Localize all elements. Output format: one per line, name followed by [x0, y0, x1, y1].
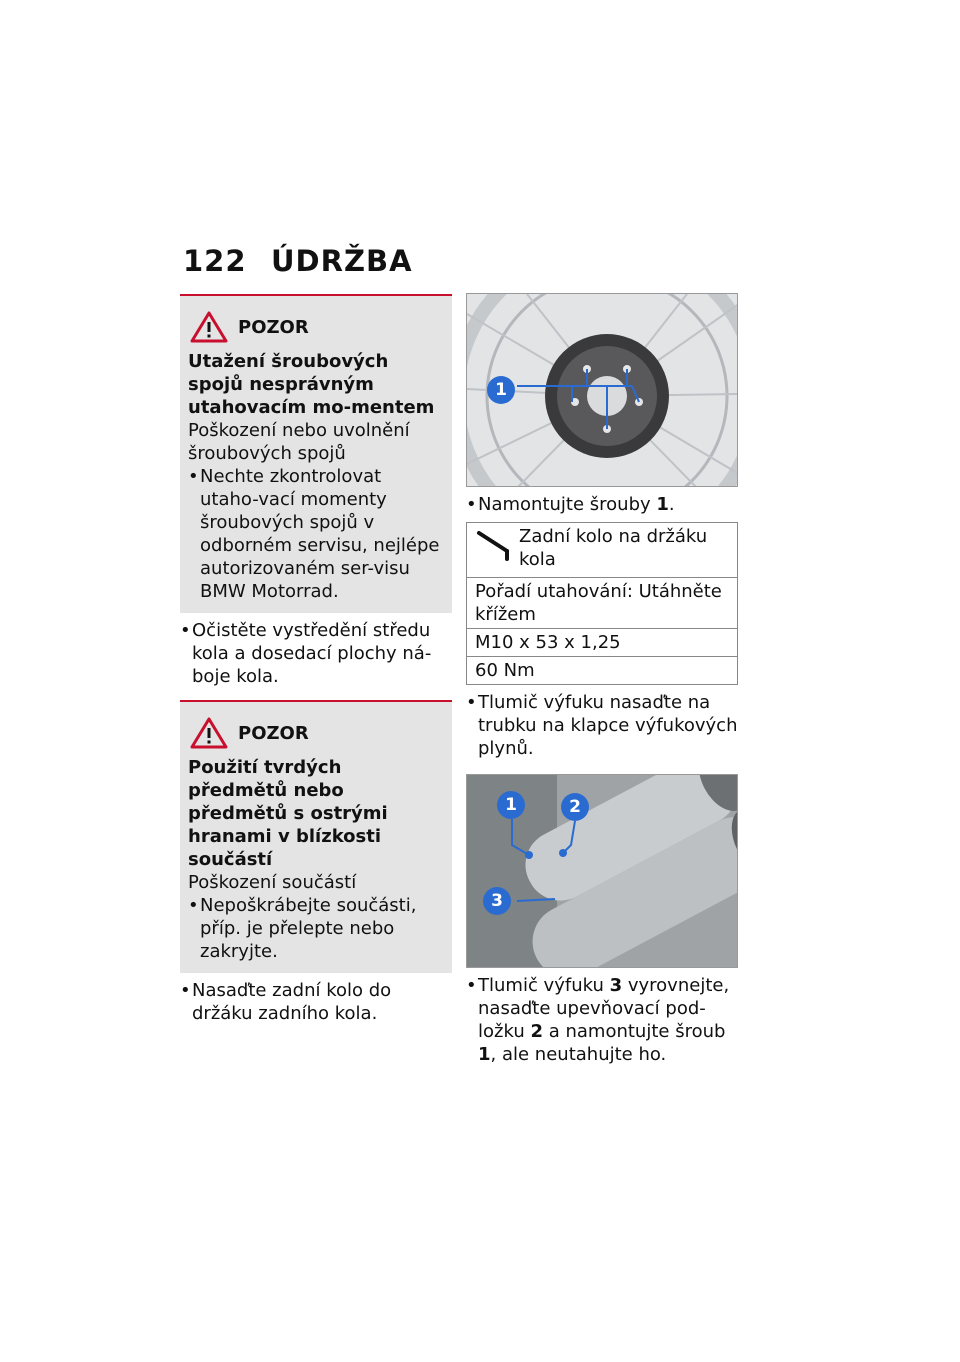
- spec-tool-cell: [467, 523, 738, 578]
- callout-1: 1: [497, 791, 525, 819]
- page-title: ÚDRŽBA: [271, 244, 413, 278]
- warning-header: [188, 716, 444, 750]
- step-insert-wheel: • Nasaďte zadní kolo do držáku zadního kola.: [180, 979, 452, 1025]
- torque-spec-table: [466, 522, 738, 685]
- callout-2: 2: [561, 793, 589, 821]
- warning-action: • Nepoškrábejte součásti, příp. je přelepte nebo zakryjte.: [188, 894, 444, 963]
- wheel-hub-photo: [466, 293, 738, 487]
- step-fit-silencer: • Tlumič výfuku nasaďte na trubku na klapce výfukových plynů.: [466, 691, 738, 760]
- warning-consequence: Poškození nebo uvolnění šroubových spojů: [188, 420, 410, 464]
- right-column: [466, 293, 738, 1072]
- ref-3: 3: [609, 975, 623, 996]
- step-align-silencer: • Tlumič výfuku 3 vyrovnejte, nasaďte upevňovací pod-ložku 2 a namontujte šroub 1, ale neutahujte ho.: [466, 974, 738, 1066]
- warning-box: [180, 294, 452, 613]
- warning-consequence: Poškození součástí: [188, 872, 357, 893]
- warning-header: [188, 310, 444, 344]
- spec-order: Pořadí utahování: Utáhněte křížem: [467, 578, 738, 629]
- warning-triangle-icon: [190, 717, 228, 749]
- page-number: 122: [183, 244, 247, 278]
- ref-1: 1: [478, 1044, 491, 1065]
- spec-tool-text: Zadní kolo na držáku kola: [519, 526, 708, 570]
- warning-label: POZOR: [238, 316, 309, 338]
- callout-3: 3: [483, 887, 511, 915]
- ref-2: 2: [530, 1021, 543, 1042]
- warning-cause: Utažení šroubových spojů nesprávným utahovacím mo-mentem: [188, 351, 435, 418]
- step-mount-bolts: • Namontujte šrouby 1.: [466, 493, 738, 516]
- warning-box: [180, 700, 452, 973]
- warning-cause: Použití tvrdých předmětů nebo předmětů s ostrými hranami v blízkosti součástí: [188, 757, 388, 870]
- exhaust-photo: [466, 774, 738, 968]
- callout-1: 1: [487, 376, 515, 404]
- step-clean-hub: • Očistěte vystředění středu kola a dosedací plochy ná-boje kola.: [180, 619, 452, 688]
- warning-triangle-icon: [190, 311, 228, 343]
- spec-torque: 60 Nm: [467, 657, 738, 685]
- page-header: [183, 244, 413, 278]
- wrench-icon: [475, 529, 513, 561]
- ref-1: 1: [656, 494, 669, 515]
- left-column: [180, 294, 452, 1031]
- warning-action: • Nechte zkontrolovat utaho-vací momenty šroubových spojů v odborném servisu, nejlépe autorizovaném ser-visu BMW Motorrad.: [188, 465, 444, 603]
- warning-label: POZOR: [238, 722, 309, 744]
- spec-screw: M10 x 53 x 1,25: [467, 629, 738, 657]
